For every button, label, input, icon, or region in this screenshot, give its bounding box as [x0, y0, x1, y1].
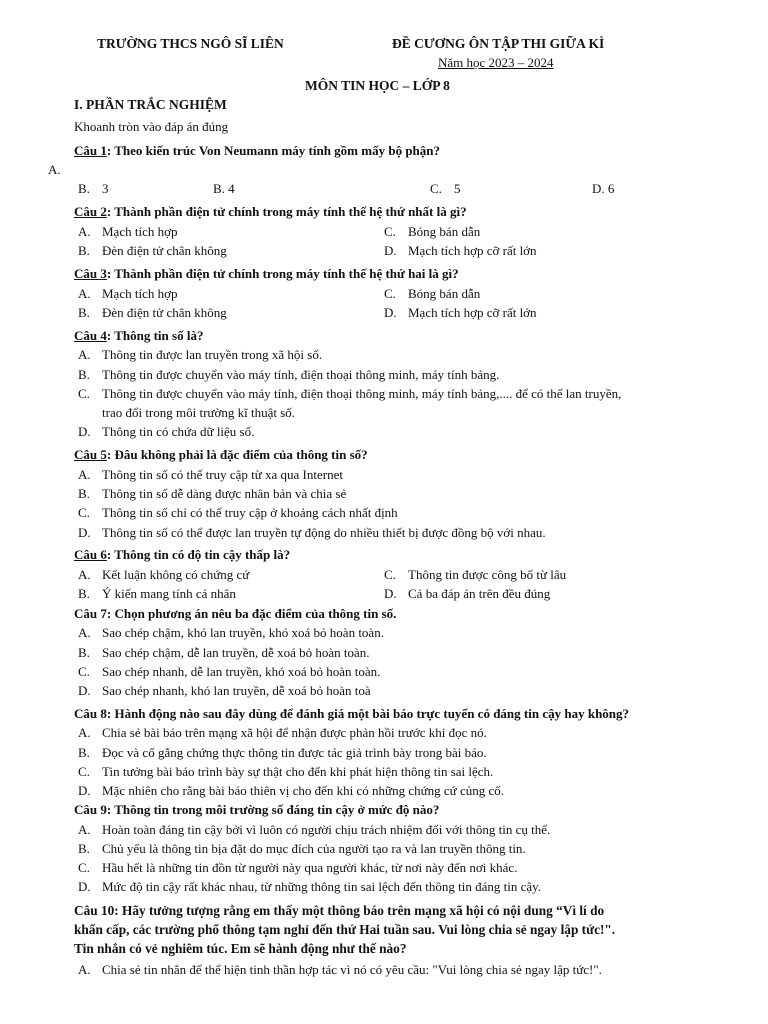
q9-option-a: A. Hoàn toàn đáng tin cậy bởi vì luôn có người chịu trách nhiệm đối với thông tin cụ thể. — [78, 822, 551, 837]
q3-option-b: B. Đèn điện tử chân không — [78, 305, 227, 320]
q7-option-b: B. Sao chép chậm, dễ lan truyền, dễ xoá bỏ hoàn toàn. — [78, 645, 370, 660]
subject-title: MÔN TIN HỌC – LỚP 8 — [305, 78, 450, 93]
q5-option-d: D. Thông tin số có thể được lan truyền tự động do nhiều thiết bị được đồng bộ với nhau. — [78, 525, 546, 540]
document-title: ĐỀ CƯƠNG ÔN TẬP THI GIỮA KÌ — [392, 36, 605, 51]
q9-option-c: C. Hầu hết là những tin đồn từ người này qua người khác, từ nơi này đến nơi khác. — [78, 860, 518, 875]
question-9: Câu 9: Thông tin trong môi trường số đáng tin cậy ở mức độ nào? — [74, 802, 440, 817]
q1-option-b2: B. 4 — [213, 181, 235, 196]
q3-option-c: C. Bóng bán dẫn — [384, 286, 481, 301]
q1-option-c: C. 5 — [430, 181, 461, 196]
q9-option-b: B. Chủ yếu là thông tin bịa đặt do mục đích của người tạo ra và lan truyền thông tin. — [78, 841, 526, 856]
question-10-line-2: khẩn cấp, các trường phổ thông tạm nghỉ đến thứ Hai tuần sau. Vui lòng chia sẻ ngay lập tức!". — [74, 922, 616, 937]
question-1: Câu 1: Theo kiến trúc Von Neumann máy tính gồm mấy bộ phận? — [74, 143, 441, 158]
q1-option-d: D. 6 — [592, 181, 615, 196]
school-year: Năm học 2023 – 2024 — [438, 55, 554, 70]
q8-option-d: D. Mặc nhiên cho rằng bài báo thiên vị cho đến khi có những chứng cứ củng cố. — [78, 783, 504, 798]
q6-option-a: A. Kết luận không có chứng cứ — [78, 567, 250, 582]
q4-option-b: B. Thông tin được chuyển vào máy tính, điện thoại thông minh, máy tính bảng. — [78, 367, 500, 382]
q8-option-a: A. Chia sẻ bài báo trên mạng xã hội để nhận được phản hồi trước khi đọc nó. — [78, 725, 487, 740]
question-6: Câu 6: Thông tin có độ tin cậy thấp là? — [74, 547, 291, 562]
q7-option-d: D. Sao chép nhanh, khó lan truyền, dễ xoá bỏ hoàn toà — [78, 683, 371, 698]
q4-option-d: D. Thông tin có chứa dữ liệu số. — [78, 424, 255, 439]
q4-option-c: C. Thông tin được chuyển vào máy tính, điện thoại thông minh, máy tính bảng,.... để có thể lan truyền, — [78, 386, 622, 401]
question-2: Câu 2: Thành phần điện tử chính trong máy tính thế hệ thứ nhất là gì? — [74, 204, 467, 219]
q9-option-d: D. Mức độ tin cậy rất khác nhau, từ những thông tin sai lệch đến thông tin đáng tin cậy. — [78, 879, 542, 894]
question-5: Câu 5: Đâu không phải là đặc điểm của thông tin số? — [74, 447, 368, 462]
q8-option-c: C. Tin tưởng bài báo trình bày sự thật cho đến khi phát hiện thông tin sai lệch. — [78, 764, 494, 779]
q6-option-d: D. Cả ba đáp án trên đều đúng — [384, 586, 551, 601]
q7-option-c: C. Sao chép nhanh, dễ lan truyền, khó xoá bỏ hoàn toàn. — [78, 664, 381, 679]
q3-option-a: A. Mạch tích hợp — [78, 286, 178, 301]
q6-option-c: C. Thông tin được công bố từ lâu — [384, 567, 567, 582]
q4-option-c-continuation: trao đổi trong môi trường kĩ thuật số. — [102, 405, 296, 420]
q3-option-d: D. Mạch tích hợp cỡ rất lớn — [384, 305, 537, 320]
section-instruction: Khoanh tròn vào đáp án đúng — [74, 119, 229, 134]
q5-option-c: C. Thông tin số chỉ có thể truy cập ở khoảng cách nhất định — [78, 505, 398, 520]
question-7: Câu 7: Chọn phương án nêu ba đặc điểm của thông tin số. — [74, 606, 397, 621]
q2-option-b: B. Đèn điện tử chân không — [78, 243, 227, 258]
question-10-line-3: Tin nhắn có vẻ nghiêm túc. Em sẽ hành động như thế nào? — [74, 941, 407, 956]
q8-option-b: B. Đọc và cố gắng chứng thực thông tin được tác giả trình bày trong bài báo. — [78, 745, 487, 760]
q4-option-a: A. Thông tin được lan truyền trong xã hội số. — [78, 347, 323, 362]
q1-option-b: B. 3 — [78, 181, 109, 196]
q2-option-d: D. Mạch tích hợp cỡ rất lớn — [384, 243, 537, 258]
q10-option-a: A. Chia sẻ tin nhắn để thể hiện tinh thần hợp tác vì nó có yêu cầu: "Vui lòng chia sẻ ngay lập tức!". — [78, 962, 602, 977]
question-10: Câu 10: Hãy tưởng tượng rằng em thấy một thông báo trên mạng xã hội có nội dung “Vì lí do — [74, 903, 605, 918]
question-3: Câu 3: Thành phần điện tử chính trong máy tính thế hệ thứ hai là gì? — [74, 266, 459, 281]
q5-option-a: A. Thông tin số có thể truy cập từ xa qua Internet — [78, 467, 343, 482]
question-4: Câu 4: Thông tin số là? — [74, 328, 204, 343]
q5-option-b: B. Thông tin số dễ dàng được nhân bản và chia sẻ — [78, 486, 347, 501]
stray-option-label: A. — [48, 162, 61, 177]
q2-option-c: C. Bóng bán dẫn — [384, 224, 481, 239]
q6-option-b: B. Ý kiến mang tính cá nhân — [78, 586, 236, 601]
q7-option-a: A. Sao chép chậm, khó lan truyền, khó xoá bỏ hoàn toàn. — [78, 625, 384, 640]
question-8: Câu 8: Hành động nào sau đây dùng để đánh giá một bài báo trực tuyến có đáng tin cậy hay không? — [74, 706, 630, 721]
school-name: TRƯỜNG THCS NGÔ SĨ LIÊN — [97, 36, 284, 51]
q2-option-a: A. Mạch tích hợp — [78, 224, 178, 239]
section-title: I. PHẦN TRẮC NGHIỆM — [74, 97, 227, 112]
